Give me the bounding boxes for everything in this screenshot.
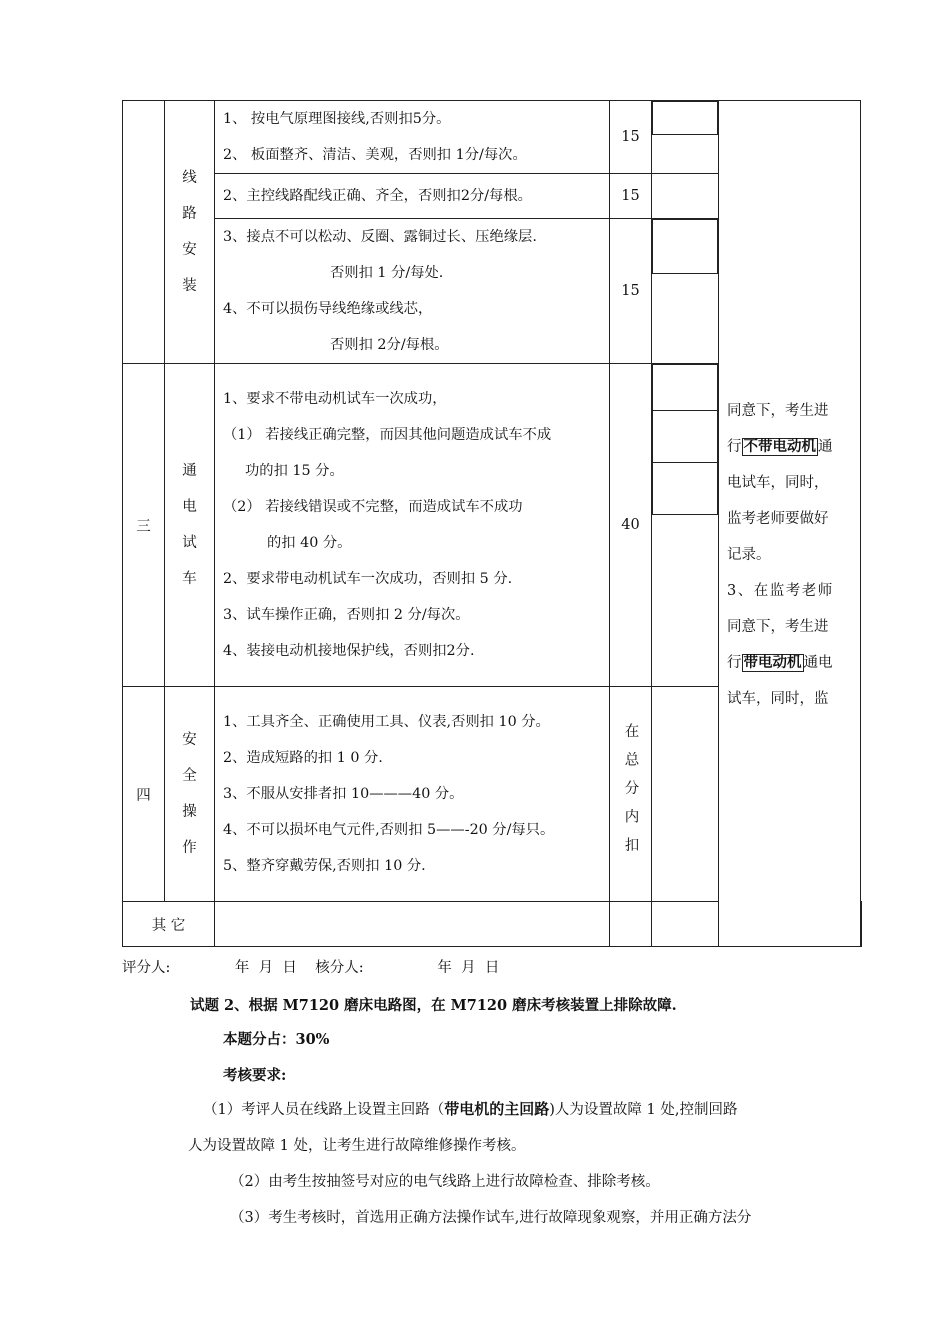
score-cell: 40 — [610, 364, 652, 687]
scoring-table — [122, 100, 862, 947]
item-text: 5、整齐穿戴劳保,否则扣 10 分. — [223, 858, 426, 874]
wiring-items-2 — [215, 174, 610, 219]
note-line: 试车，同时，监 — [727, 691, 829, 707]
item-text: 3、试车操作正确，否则扣 2 分/每次。 — [223, 607, 470, 623]
deduction-cell — [652, 219, 719, 364]
highlight-box: 带电动机 — [743, 655, 802, 671]
power-test-items — [215, 364, 610, 687]
note-line: 同意下，考生进 — [727, 619, 829, 635]
wiring-items-3 — [215, 219, 610, 364]
note-line: 行 不带电动机 通 — [727, 439, 833, 455]
item-text: 4、不可以损坏电气元件,否则扣 5——-20 分/每只。 — [223, 822, 555, 838]
note-line: 行 带电动机 通电 — [727, 655, 833, 671]
item-text: 功的扣 15 分。 — [245, 463, 344, 479]
score-cell: 15 — [610, 101, 652, 174]
deduction-cell — [652, 902, 719, 947]
requirement-emphasis: 带电机的主回路 — [444, 1100, 550, 1118]
row-index: 四 — [123, 687, 165, 902]
other-items — [215, 902, 610, 947]
item-text: 1、工具齐全、正确使用工具、仪表,否则扣 10 分。 — [223, 714, 550, 730]
category-power-test: 通 电 试 车 — [165, 364, 215, 687]
requirement-1-cont: 人为设置故障 1 处，让考生进行故障维修操作考核。 — [188, 1138, 526, 1154]
note-line: 电试车，同时， — [727, 475, 829, 491]
highlight-box: 不带电动机 — [743, 439, 816, 455]
item-text: 否则扣 1 分/每处. — [330, 265, 444, 281]
item-text: （2） 若接线错误或不完整，而造成试车不成功 — [223, 499, 523, 515]
item-text: 的扣 40 分。 — [267, 535, 352, 551]
note-line: 记录。 — [727, 547, 771, 563]
item-text: 3、不服从安排者扣 10———40 分。 — [223, 786, 464, 802]
category-safety: 安 全 操 作 — [165, 687, 215, 902]
signature-line: 评分人: 年 月 日 核分人: 年 月 日 — [122, 960, 500, 976]
item-text: 2、要求带电动机试车一次成功，否则扣 5 分. — [223, 571, 513, 587]
item-text: 1、 按电气原理图接线,否则扣5分。 — [223, 111, 451, 127]
deduction-cell — [652, 687, 719, 902]
item-text: 1、要求不带电动机试车一次成功， — [223, 391, 447, 407]
score-cell — [610, 902, 652, 947]
item-text: 2、造成短路的扣 1 0 分. — [223, 750, 383, 766]
score-cell: 在总分内扣 — [610, 687, 652, 902]
note-line: 同意下，考生进 — [727, 403, 829, 419]
other-label: 其 它 — [123, 902, 215, 947]
question-title: 试题 2、根据 M7120 磨床电路图，在 M7120 磨床考核装置上排除故障. — [190, 997, 677, 1014]
item-text: 4、装接电动机接地保护线，否则扣2分. — [223, 643, 475, 659]
notes-cell-bottom — [861, 902, 862, 947]
requirement-2: （2）由考生按抽签号对应的电气线路上进行故障检查、排除考核。 — [230, 1174, 660, 1190]
item-text: 2、主控线路配线正确、齐全，否则扣2分/每根。 — [223, 188, 532, 204]
item-text: 2、 板面整齐、清洁、美观，否则扣 1分/每次。 — [223, 147, 527, 163]
requirement-1: （1）考评人员在线路上设置主回路（带电机的主回路)人为设置故障 1 处,控制回路 — [203, 1100, 738, 1118]
item-text: 4、不可以损伤导线绝缘或线芯， — [223, 301, 433, 317]
deduction-cell — [652, 364, 719, 687]
item-text: 否则扣 2分/每根。 — [330, 337, 449, 353]
requirement-3: （3）考生考核时，首选用正确方法操作试车,进行故障现象观察，并用正确方法分 — [230, 1210, 752, 1226]
safety-items — [215, 687, 610, 902]
deduction-cell — [652, 174, 719, 219]
category-wiring: 线 路 安 装 — [165, 101, 215, 364]
wiring-items-1 — [215, 101, 610, 174]
deduction-cell — [652, 101, 719, 174]
item-text: （1） 若接线正确完整，而因其他问题造成试车不成 — [223, 427, 552, 443]
question-weight: 本题分占：30% — [223, 1031, 330, 1048]
note-line: 监考老师要做好 — [727, 511, 829, 527]
row-index-empty — [123, 101, 165, 364]
note-line: 3、在监考老师 — [727, 583, 834, 599]
row-index: 三 — [123, 364, 165, 687]
item-text: 3、接点不可以松动、反圈、露铜过长、压绝缘层. — [223, 229, 537, 245]
score-cell: 15 — [610, 174, 652, 219]
requirements-title: 考核要求: — [223, 1067, 287, 1084]
notes-cell — [719, 101, 861, 947]
score-cell: 15 — [610, 219, 652, 364]
